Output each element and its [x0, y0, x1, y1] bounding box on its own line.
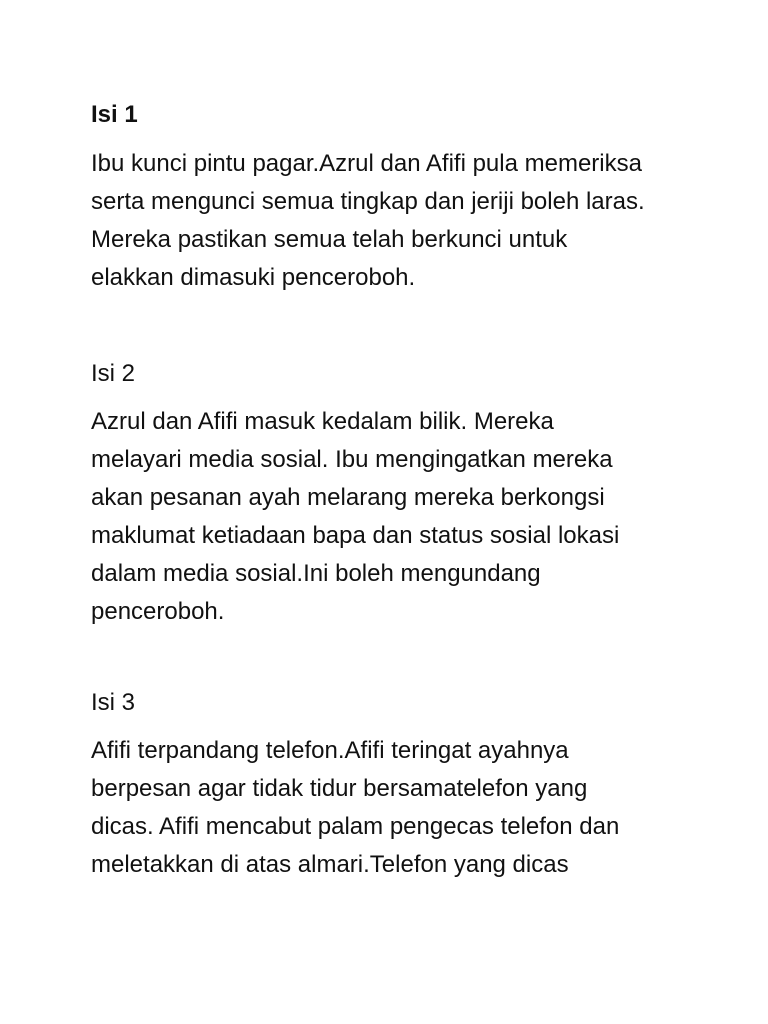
section-2-heading: Isi 2: [91, 360, 136, 387]
section-1-line-3: Mereka pastikan semua telah berkunci untuk: [91, 226, 568, 253]
section-2-line-1: Azrul dan Afifi masuk kedalam bilik. Mereka: [91, 408, 554, 435]
section-3-paragraph: [91, 732, 711, 884]
section-2-line-4: maklumat ketiadaan bapa dan status sosial lokasi: [91, 522, 620, 549]
section-1-heading: Isi 1: [91, 101, 138, 128]
section-3-line-2: berpesan agar tidak tidur bersamatelefon yang: [91, 775, 588, 802]
section-1-line-2: serta mengunci semua tingkap dan jeriji boleh laras.: [91, 188, 645, 215]
section-3-heading: Isi 3: [91, 689, 136, 716]
section-2-line-6: penceroboh.: [91, 598, 225, 625]
section-2-paragraph: [91, 403, 711, 631]
section-3-line-4: meletakkan di atas almari.Telefon yang dicas: [91, 851, 569, 878]
section-1-line-4: elakkan dimasuki penceroboh.: [91, 264, 416, 291]
section-2-line-5: dalam media sosial.Ini boleh mengundang: [91, 560, 541, 587]
section-1-line-1: Ibu kunci pintu pagar.Azrul dan Afifi pula memeriksa: [91, 150, 642, 177]
section-2-line-3: akan pesanan ayah melarang mereka berkongsi: [91, 484, 605, 511]
section-2-line-2: melayari media sosial. Ibu mengingatkan mereka: [91, 446, 613, 473]
section-3-line-1: Afifi terpandang telefon.Afifi teringat ayahnya: [91, 737, 569, 764]
section-3-line-3: dicas. Afifi mencabut palam pengecas telefon dan: [91, 813, 620, 840]
section-1-paragraph: [91, 145, 711, 297]
